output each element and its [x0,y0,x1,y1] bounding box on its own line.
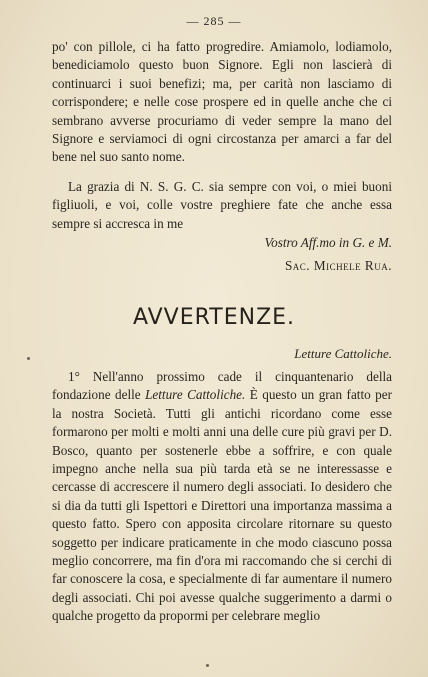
letter-paragraph-2-text: La grazia di N. S. G. C. sia sempre con voi, o miei buoni figliuoli, e voi, colle vostre preghiere fate che anche essa sempre si accresca in me [52,179,392,231]
notice-text-italic: Letture Cattoliche. [145,387,246,403]
letter-paragraph-2 [52,178,392,233]
letter-paragraph-1 [52,38,392,167]
notice-paragraph-text [52,368,392,626]
letter-closing: Vostro Aff.mo in G. e M. [264,235,392,250]
paper-speck [27,357,30,360]
section-subheading: Letture Cattoliche. [294,346,392,361]
paper-speck [206,664,209,667]
notice-item-number: 1° [68,369,80,384]
letter-signature: Sac. Michele Rua. [284,258,392,273]
notice-text-part1: Nell'anno prossimo cade il cinquantenario della fondazione delle [52,369,393,403]
notice-paragraph [52,368,392,626]
page-number: — 285 — [186,14,242,28]
section-heading: AVVERTENZE. [132,305,296,330]
letter-paragraph-1-text: po' con pillole, ci ha fatto progredire. Amiamolo, lodiamolo, benediciamolo questo buon Signore. Egli non lascierà di continuarci i suoi benefizi; ma, per carità non lasciamo di corrispondere; e nelle cose prospere ed in quelle anche che ci sembrano avverse procuriamo di veder sempre la mano del Signore e serviamoci di ogni circostanza per amarci a far del bene nel suo santo nome. [52,39,392,165]
notice-text-part2: È questo un gran fatto per la nostra Società. Tutti gli antichi ricordano come esse formarono per molti e molti anni una delle cure più gravi per D. Bosco, quanto per sostenerle ebbe a soffrire, e con quale impegno anche nella sua più tarda età se ne interessasse e cercasse di accrescere il numero degli associati. Io desidero che si dia da tutti gli Ispettori e Direttori una importanza massima a questo fatto. Spero con apposita circolare ritornare su questo soggetto per indicare praticamente in che modo ciascuno possa meglio concorrere, ma fin d'ora mi raccomando che si cerchi di far conoscere la cosa, e specialmente di far aumentare il numero degli associati. Chi poi avesse qualche suggerimento a darmi o qualche progetto da propormi per celebrare meglio [52,387,392,624]
